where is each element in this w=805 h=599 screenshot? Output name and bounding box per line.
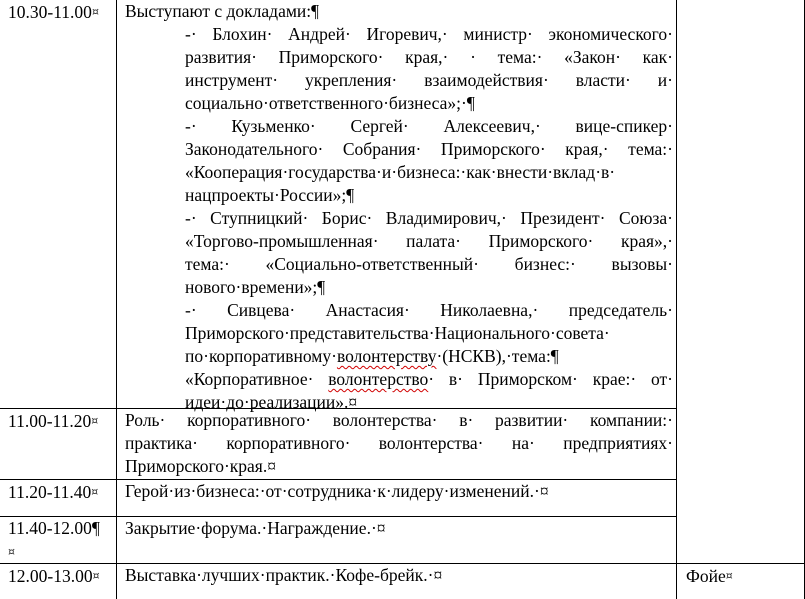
agenda-item[interactable]: Выставка·лучших·практик.·Кофе-брейк.·¤ — [125, 565, 443, 585]
cell-end-mark: ¤ — [8, 545, 15, 558]
time-cell[interactable] — [8, 480, 98, 504]
speaker-2-line-4: нацпроекты·России»;¶ — [185, 185, 355, 205]
speaker-3-line-3: тема:· «Социально-ответственный· бизнес:· вызовы· — [185, 254, 673, 274]
location-cell[interactable] — [686, 564, 733, 588]
speaker-3-line-4: нового·времени»;¶ — [185, 277, 326, 297]
spellcheck-underline[interactable]: волонтерство — [328, 369, 429, 389]
speaker-2-line-1: -· Кузьменко· Сергей· Алексеевич,· вице-спикер· — [185, 116, 673, 136]
time-text: 12.00-13.00 — [8, 566, 93, 586]
cell-end-mark: ¤ — [91, 5, 99, 18]
speaker-1-line-4: социально·ответственного·бизнеса»;·¶ — [185, 93, 475, 113]
time-cell[interactable] — [8, 409, 98, 433]
time-cell[interactable] — [8, 517, 100, 564]
speaker-3-line-2: «Торгово-промышленная· палата· Приморского· края»,· — [185, 231, 673, 251]
location-text: Фойе — [686, 566, 726, 586]
agenda-item[interactable]: Закрытие·форума.·Награждение.·¤ — [125, 518, 386, 538]
spellcheck-underline[interactable]: волонтерству — [336, 346, 437, 366]
speaker-2-line-2: Законодательного· Собрания· Приморского· края,· тема:· — [185, 139, 673, 159]
agenda-item[interactable]: Роль· корпоративного· волонтерства· в· развитии· компании:· практика· корпоративного· волонтерства· на· предприятиях· Приморского·края.¤ — [125, 410, 673, 476]
speaker-2-line-3: «Кооперация·государства·и·бизнеса:·как·внести·вклад·в· — [185, 162, 616, 182]
speaker-4-line-5: идеи·до·реализации».¤ — [185, 392, 358, 412]
speaker-1-line-3: инструмент· укрепления· взаимодействия· власти· и· — [185, 70, 673, 90]
speaker-list[interactable] — [185, 23, 673, 414]
table-border-col1 — [116, 0, 117, 599]
pilcrow-mark: ¶ — [311, 1, 320, 21]
speaker-4-line-3: по·корпоративному·волонтерству·(НСКВ),·тема:¶ — [185, 346, 559, 366]
speaker-1-line-2: развития· Приморского· края,· · тема:· «Закон· как· — [185, 47, 673, 67]
time-cell[interactable] — [8, 564, 100, 588]
pilcrow-mark: ¶ — [91, 518, 100, 538]
cell-end-mark: ¤ — [91, 485, 99, 498]
agenda-title[interactable]: Выступают с докладами:¶ — [125, 1, 320, 21]
time-cell[interactable] — [8, 0, 99, 24]
speaker-1-line-1: -· Блохин· Андрей· Игоревич,· министр· экономического· — [185, 24, 673, 44]
time-text: 10.30-11.00 — [8, 2, 92, 22]
speaker-4-line-2: Приморского·представительства·Национального·совета· — [185, 323, 610, 343]
cell-end-mark: ¤ — [91, 414, 99, 427]
agenda-item[interactable]: Герой·из·бизнеса:·от·сотрудника·к·лидеру·изменений.·¤ — [125, 481, 549, 501]
speaker-4-line-4: «Корпоративное· волонтерство· в· Приморском· крае:· от· — [185, 369, 673, 389]
time-text: 11.20-11.40 — [8, 482, 92, 502]
table-border-col2 — [676, 0, 677, 599]
speaker-4-line-1: -· Сивцева· Анастасия· Николаевна,· председатель· — [185, 300, 673, 320]
cell-end-mark: ¤ — [725, 569, 733, 582]
speaker-3-line-1: -· Ступницкий· Борис· Владимирович,· Президент· Союза· — [185, 208, 673, 228]
cell-end-mark: ¤ — [92, 569, 100, 582]
time-text: 11.40-12.00 — [8, 518, 92, 538]
time-text: 11.00-11.20 — [8, 411, 92, 431]
